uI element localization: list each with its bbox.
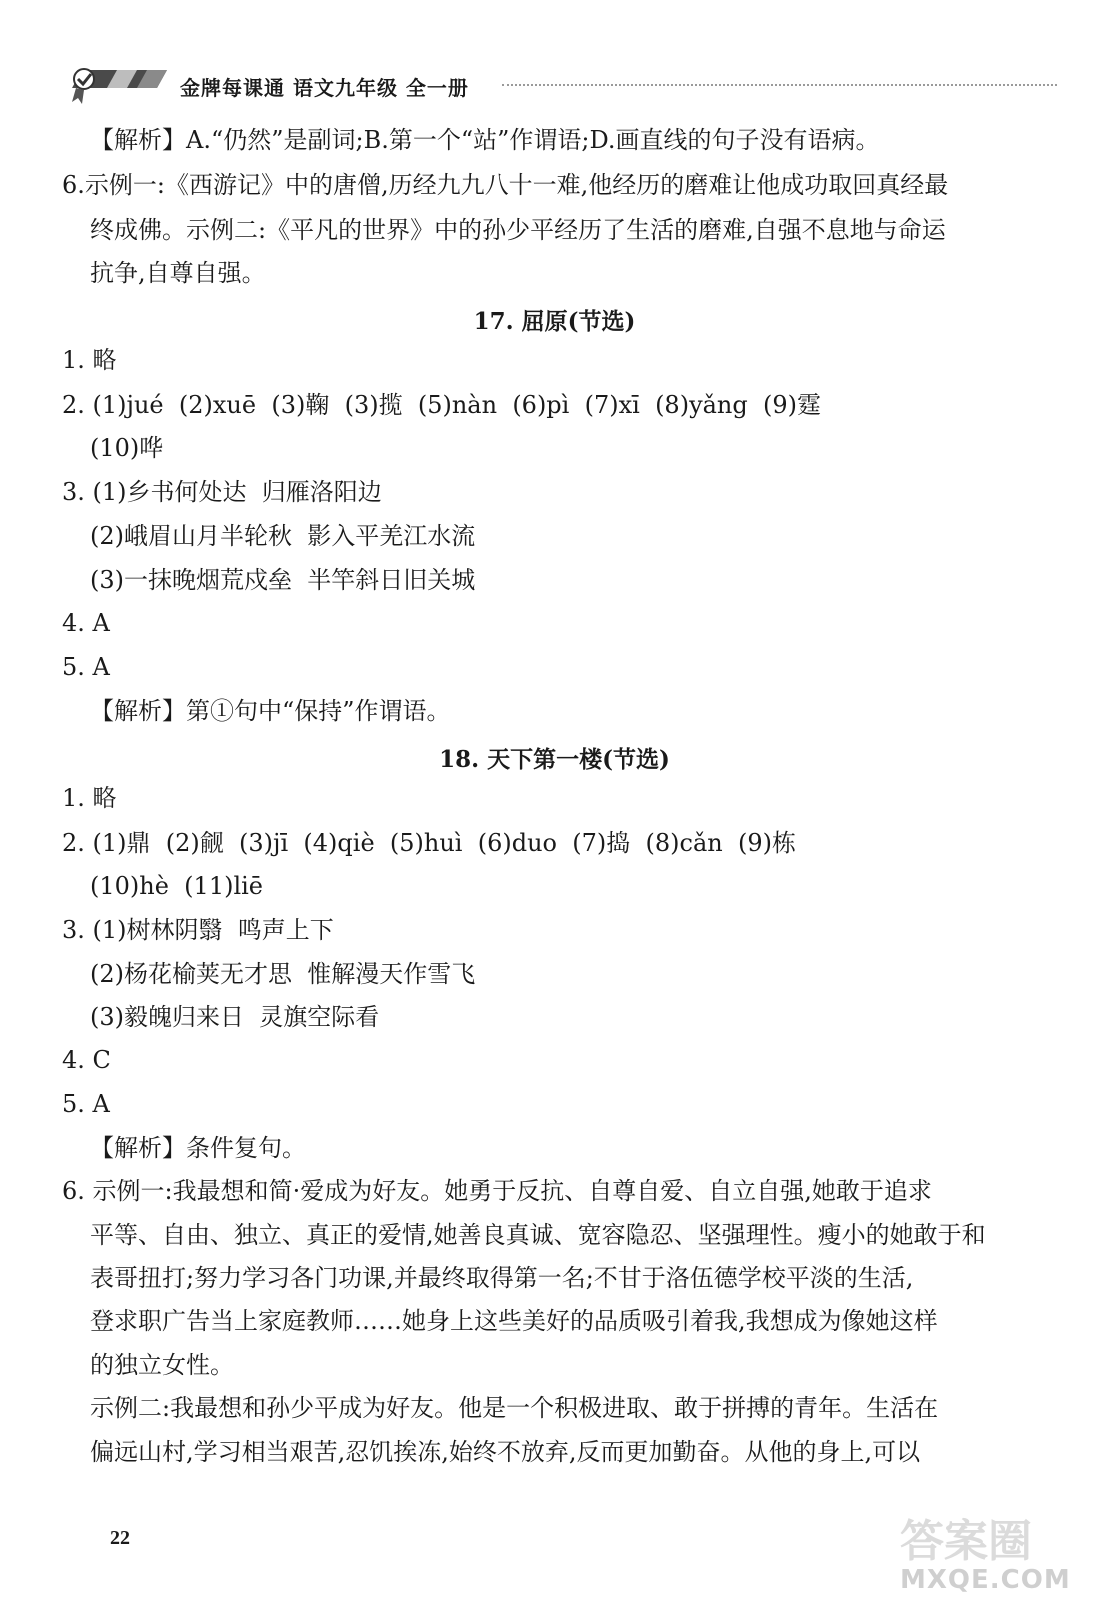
page-number: 22: [110, 1527, 130, 1549]
watermark-url: MXQE.COM: [900, 1565, 1071, 1595]
section-17-title: 17. 屈原(节选): [473, 308, 636, 335]
section-18-title: 18. 天下第一楼(节选): [439, 746, 670, 773]
s18-q6-line-7: 偏远山村,学习相当艰苦,忍饥挨冻,始终不放弃,反而更加勤奋。从他的身上,可以: [90, 1438, 921, 1466]
s17-q2-line-1: 2. (1)jué (2)xuē (3)鞠 (3)揽 (5)nàn (6)pì (7)xī (8)yǎng (9)霆: [62, 391, 822, 419]
answer-6-line-3: 抗争,自尊自强。: [90, 259, 266, 287]
s18-q3-1: 3. (1)树林阴翳 鸣声上下: [62, 916, 334, 944]
s17-q5: 5. A: [62, 653, 110, 681]
s18-q6-line-4: 登求职广告当上家庭教师……她身上这些美好的品质吸引着我,我想成为像她这样: [90, 1307, 938, 1335]
s17-q3-1: 3. (1)乡书何处达 归雁洛阳边: [62, 478, 382, 506]
s17-q5-analysis: 【解析】第①句中“保持”作谓语。: [90, 697, 451, 725]
s18-q6-line-3: 表哥扭打;努力学习各门功课,并最终取得第一名;不甘于洛伍德学校平淡的生活,: [90, 1264, 914, 1292]
watermark: [900, 1505, 1100, 1595]
s17-q2-line-2: (10)哗: [90, 434, 164, 462]
book-logo-icon: [62, 62, 172, 106]
s18-q6-line-5: 的独立女性。: [90, 1351, 234, 1379]
answer-6-line-2: 终成佛。示例二:《平凡的世界》中的孙少平经历了生活的磨难,自强不息地与命运: [90, 216, 946, 244]
s17-q4: 4. A: [62, 609, 110, 637]
analysis-line: 【解析】A.“仍然”是副词;B.第一个“站”作谓语;D.画直线的句子没有语病。: [90, 126, 880, 154]
s18-q2-line-2: (10)hè (11)liē: [90, 872, 264, 900]
s18-q1: 1. 略: [62, 784, 117, 812]
answer-6-line-1: 6.示例一:《西游记》中的唐僧,历经九九八十一难,他经历的磨难让他成功取回真经最: [62, 171, 949, 199]
s18-q2-line-1: 2. (1)鼎 (2)觎 (3)jī (4)qiè (5)huì (6)duo (7)捣 (8)cǎn (9)栋: [62, 829, 796, 857]
s18-q5: 5. A: [62, 1090, 110, 1118]
s18-q6-line-2: 平等、自由、独立、真正的爱情,她善良真诚、宽容隐忍、坚强理性。瘦小的她敢于和: [90, 1221, 986, 1249]
page-header: [62, 62, 1052, 106]
s18-q6-line-6: 示例二:我最想和孙少平成为好友。他是一个积极进取、敢于拼搏的青年。生活在: [90, 1394, 939, 1422]
s18-q4: 4. C: [62, 1046, 111, 1074]
s18-q3-3: (3)毅魄归来日 灵旗空际看: [90, 1003, 380, 1031]
watermark-logo: 答案圈: [900, 1516, 1032, 1567]
s17-q3-2: (2)峨眉山月半轮秋 影入平羌江水流: [90, 522, 476, 550]
s18-q6-line-1: 6. 示例一:我最想和简·爱成为好友。她勇于反抗、自尊自爱、自立自强,她敢于追求: [62, 1177, 932, 1205]
s18-q5-analysis: 【解析】条件复句。: [90, 1134, 306, 1162]
header-divider: [502, 84, 1057, 86]
header-title: 金牌每课通 语文九年级 全一册: [180, 76, 469, 100]
s18-q3-2: (2)杨花榆荚无才思 惟解漫天作雪飞: [90, 960, 476, 988]
s17-q3-3: (3)一抹晚烟荒戍垒 半竿斜日旧关城: [90, 566, 476, 594]
s17-q1: 1. 略: [62, 346, 117, 374]
